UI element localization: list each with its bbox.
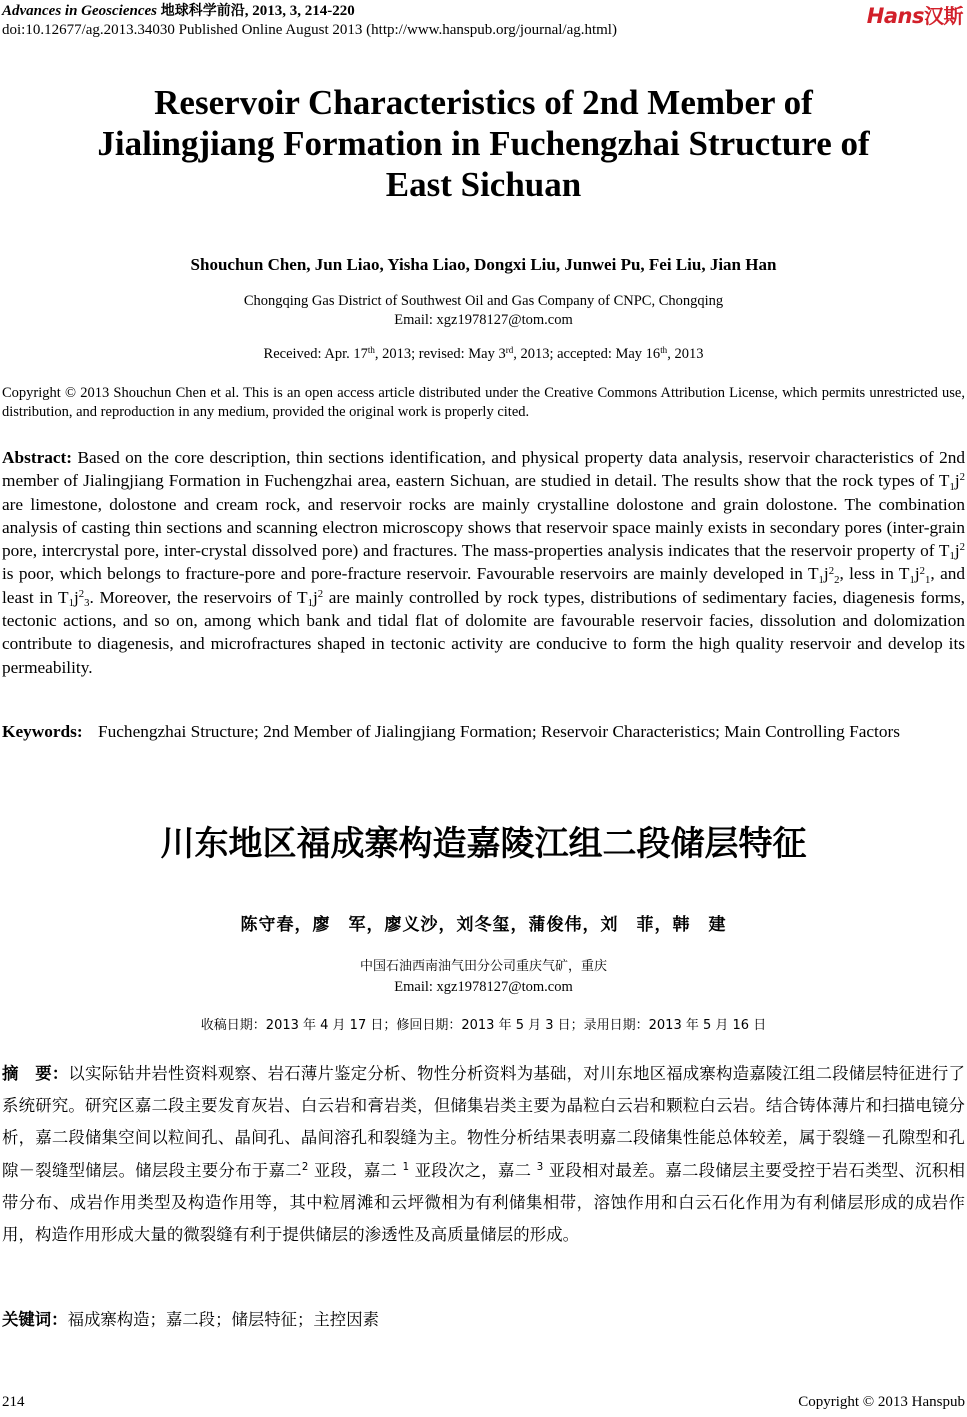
journal-header: [2, 2, 965, 40]
page-number: 214: [2, 1394, 25, 1410]
formula-j: j: [823, 564, 829, 584]
journal-line: [2, 2, 965, 21]
abstract-text: are mainly controlled by rock types, distributions of sedimentary facies, diagenesis forms, tectonic actions, and so on, among which bank and tidal flat of dolomite are favourable reservoir facies, dissolution and dolomization contribute to diagenesis, and microfractures shaped in tectonic activity are conducive to form the high quality reservoir and develop its permeability.: [2, 587, 965, 677]
logo-text-en: Hans: [866, 4, 924, 28]
footer-copyright: Copyright © 2013 Hanspub: [798, 1394, 965, 1410]
affiliation: Chongqing Gas District of Southwest Oil and Gas Company of CNPC, Chongqing: [243, 293, 724, 309]
abstract-label-cn: 摘 要：: [2, 1064, 69, 1083]
accepted-date: , 2013; accepted: May 16: [513, 346, 661, 362]
abstract-text: Based on the core description, thin sections identification, and physical property data analysis, reservoir characteristics of 2nd member of Jialingjiang Formation in Fuchengzhai area, eastern Sichuan, are studied in detail. The results show that the rock types of T: [2, 448, 965, 491]
keywords-label: Keywords:: [2, 722, 83, 741]
ordinal-suffix: rd: [505, 345, 514, 356]
ordinal-suffix: th: [660, 345, 668, 356]
logo-text-cn: 汉斯: [924, 4, 963, 28]
keywords-en: [2, 720, 965, 743]
subscript: 1: [925, 573, 931, 586]
ordinal-suffix: th: [367, 345, 375, 356]
email: Email: xgz1978127@tom.com: [394, 312, 573, 328]
superscript: 1: [402, 1162, 410, 1174]
abstract-text: , and least in T: [2, 564, 966, 607]
affiliation-block: [0, 292, 967, 330]
superscript: 2: [959, 471, 965, 484]
subscript: 1: [949, 550, 955, 563]
paper-title: [40, 82, 927, 205]
keywords-cn: [2, 1306, 379, 1330]
keywords-text: Fuchengzhai Structure; 2nd Member of Jialingjiang Formation; Reservoir Characteristics; Main Controlling Factors: [98, 722, 900, 741]
superscript: 2: [959, 541, 965, 554]
abstract-text-cn: 亚段相对最差。嘉二段储层主要受控于岩石类型、沉积相带分布、成岩作用类型及构造作用等，其中粒屑滩和云坪微相为有利储集相带，溶蚀作用和白云石化作用为有利储层形成的成岩作用，构造作用形成大量的微裂缝有利于提供储层的渗透性及高质量储层的形成。: [2, 1160, 965, 1245]
formula-j: j: [954, 471, 960, 491]
abstract-text-cn: 亚段次之，嘉二: [409, 1160, 537, 1180]
abstract-label: Abstract:: [2, 448, 73, 467]
title-line: Reservoir Characteristics of 2nd Member of: [154, 83, 813, 122]
subscript: 3: [84, 596, 90, 609]
keywords-text-cn: 福成寨构造；嘉二段；储层特征；主控因素: [67, 1310, 379, 1329]
subscript: 1: [818, 573, 824, 586]
volume-info: , 2013, 3, 214-220: [244, 3, 355, 19]
keywords-label-cn: 关键词：: [2, 1310, 68, 1329]
title-line: Jialingjiang Formation in Fuchengzhai Structure of: [97, 124, 870, 163]
affiliation-block-cn: [0, 957, 967, 997]
superscript: 2: [828, 564, 835, 577]
formula-j: j: [914, 564, 920, 584]
superscript: 2: [317, 587, 324, 600]
authors-cn: 陈守春，廖 军，廖义沙，刘冬玺，蒲俊伟，刘 菲，韩 建: [240, 915, 727, 935]
abstract-text: . Moreover, the reservoirs of T: [89, 587, 308, 607]
formula-j: j: [954, 541, 960, 561]
abstract-text: , less in T: [839, 564, 910, 584]
hans-logo: [867, 0, 963, 29]
journal-name-cn: 地球科学前沿: [160, 3, 245, 19]
abstract-cn: [2, 1058, 965, 1251]
received-dates: [0, 346, 967, 363]
revised-date: , 2013; revised: May 3: [374, 346, 506, 362]
abstract-en: [2, 446, 965, 679]
copyright-notice: Copyright © 2013 Shouchun Chen et al. This is an open access article distributed under the Creative Commons Attribution License, which permits unrestricted use, distribution, and reproduction in any medium, provided the original work is properly cited.: [2, 385, 965, 420]
journal-name: Advances in Geosciences: [2, 3, 157, 19]
abstract-text-cn: 亚段，嘉二: [308, 1160, 403, 1180]
year: , 2013: [667, 346, 704, 362]
received-date: Received: Apr. 17: [263, 346, 368, 362]
authors: Shouchun Chen, Jun Liao, Yisha Liao, Dongxi Liu, Junwei Pu, Fei Liu, Jian Han: [190, 255, 777, 274]
abstract-text: are limestone, dolostone and cream rock, and reservoir rocks are mainly crystalline dolostone and grain dolostone. The combination analysis of casting thin sections and scanning electron microscopy shows that reservoir space mainly exists in secondary pores (inter-grain pore, intercrystal pore, inter-crystal dissolved pore) and fractures. The mass-properties analysis indicates that the reservoir property of T: [2, 494, 965, 561]
abstract-text: is poor, which belongs to fracture-pore and pore-fracture reservoir. Favourable reservoirs are mainly developed in T: [2, 564, 819, 584]
title-line: East Sichuan: [385, 165, 582, 204]
formula-j: j: [312, 587, 318, 607]
affiliation-cn: 中国石油西南油气田分公司重庆气矿，重庆: [359, 959, 607, 974]
subscript: 1: [68, 596, 74, 609]
subscript: 1: [949, 480, 955, 493]
superscript: 2: [919, 564, 926, 577]
superscript: 2: [301, 1162, 309, 1174]
email-cn: Email: xgz1978127@tom.com: [394, 979, 573, 995]
subscript: 1: [909, 573, 915, 586]
doi-line: doi:10.12677/ag.2013.34030 Published Online August 2013 (http://www.hanspub.org/journal/ag.html): [2, 22, 617, 38]
subscript: 1: [307, 596, 313, 609]
superscript: 3: [536, 1162, 544, 1174]
superscript: 2: [78, 587, 85, 600]
paper-title-cn: 川东地区福成寨构造嘉陵江组二段储层特征: [160, 824, 807, 864]
subscript: 2: [834, 573, 840, 586]
formula-j: j: [73, 587, 79, 607]
received-dates-cn: 收稿日期：2013 年 4 月 17 日；修回日期：2013 年 5 月 3 日；录用日期：2013 年 5 月 16 日: [200, 1018, 767, 1033]
abstract-text-cn: 以实际钻井岩性资料观察、岩石薄片鉴定分析、物性分析资料为基础，对川东地区福成寨构造嘉陵江组二段储层特征进行了系统研究。研究区嘉二段主要发育灰岩、白云岩和膏岩类，但储集岩类主要为晶粒白云岩和颗粒白云岩。结合铸体薄片和扫描电镜分析，嘉二段储集空间以粒间孔、晶间孔、晶间溶孔和裂缝为主。物性分析结果表明嘉二段储集性能总体较差，属于裂缝－孔隙型和孔隙－裂缝型储层。储层段主要分布于嘉二: [2, 1064, 965, 1180]
